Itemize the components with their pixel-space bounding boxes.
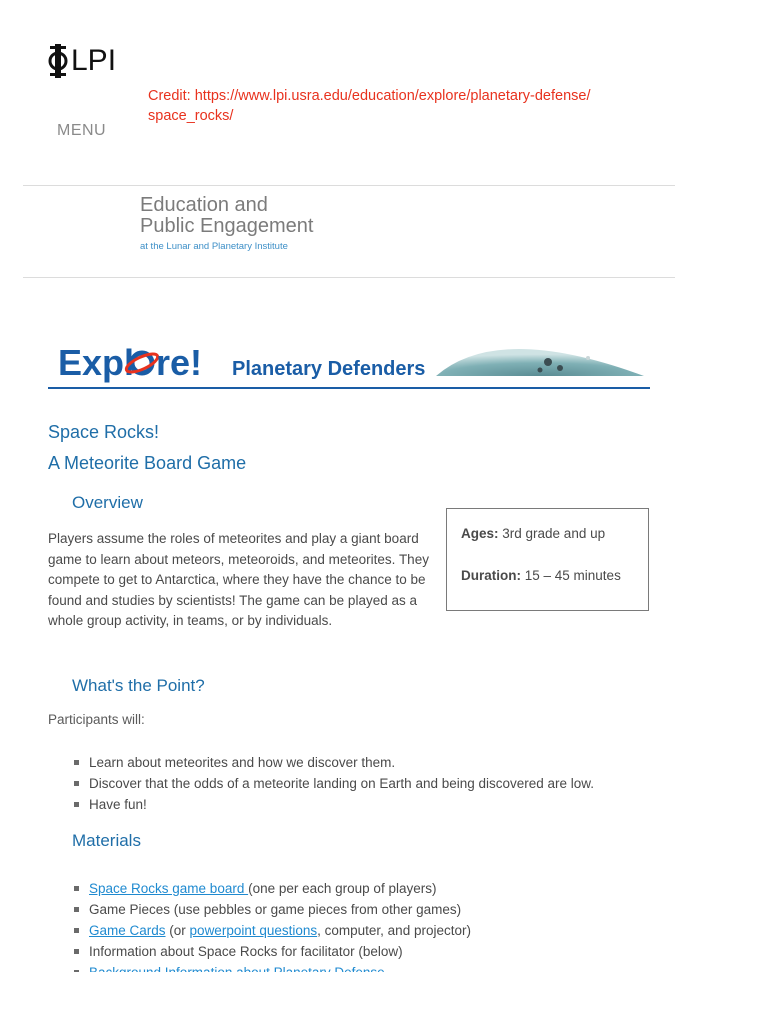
list-item-text: (or <box>165 923 190 938</box>
epe-title-line-1: Education and <box>140 194 268 216</box>
divider-top <box>23 185 675 186</box>
overview-heading: Overview <box>72 493 143 512</box>
explore-logo-text-1: Expl <box>58 342 135 383</box>
overview-text: Players assume the roles of meteorites and play a giant board game to learn about meteors, meteoroids, and meteorites. They compete to get to Antarctica, where they have the chance to be found and studies by scientists! The game can be played as a whole group activity, in teams, or by individuals. <box>48 531 429 628</box>
list-item: Have fun! <box>74 794 594 815</box>
duration-label: Duration: <box>461 568 521 583</box>
game-cards-link[interactable]: Game Cards <box>89 923 166 938</box>
lpi-logo-icon <box>47 43 69 79</box>
epe-subtitle: at the Lunar and Planetary Institute <box>140 241 288 252</box>
explore-logo-text-2: re! <box>156 342 203 383</box>
point-heading: What's the Point? <box>72 676 205 695</box>
participants-text: Participants will: <box>48 712 145 727</box>
credit-line-1: Credit: https://www.lpi.usra.edu/education/explore/planetary-defense/ <box>148 88 591 104</box>
epe-title-line-2: Public Engagement <box>140 215 314 237</box>
list-item: Discover that the odds of a meteorite landing on Earth and being discovered are low. <box>74 773 594 794</box>
page-title: Space Rocks! <box>48 422 160 442</box>
info-box <box>446 508 649 611</box>
list-item: Information about Space Rocks for facilitator (below) <box>74 941 471 962</box>
divider-bottom <box>23 277 675 278</box>
menu-button[interactable]: MENU <box>57 122 107 139</box>
credit-line-2: space_rocks/ <box>148 108 234 124</box>
explore-banner <box>48 328 650 390</box>
materials-list <box>74 878 471 983</box>
game-board-link[interactable]: Space Rocks game board <box>89 881 249 896</box>
banner-subtitle: Planetary Defenders <box>232 358 426 380</box>
explore-banner-graphic <box>48 328 650 390</box>
duration-value: 15 – 45 minutes <box>521 568 621 583</box>
list-item-text: , computer, and projector) <box>317 923 471 938</box>
ages-label: Ages: <box>461 526 499 541</box>
page-cutoff <box>0 972 770 1024</box>
epe-title[interactable] <box>140 195 313 237</box>
list-item <box>74 878 471 899</box>
list-item <box>74 920 471 941</box>
list-item-text: (one per each group of players) <box>248 881 437 896</box>
list-item: Game Pieces (use pebbles or game pieces from other games) <box>74 899 471 920</box>
duration-line <box>461 568 621 583</box>
materials-heading: Materials <box>72 831 141 850</box>
point-list <box>74 752 594 815</box>
page-subtitle: A Meteorite Board Game <box>48 453 247 473</box>
powerpoint-link[interactable]: powerpoint questions <box>189 923 318 938</box>
credit-text <box>148 86 668 126</box>
ages-value: 3rd grade and up <box>498 526 606 541</box>
list-item: Learn about meteorites and how we discover them. <box>74 752 594 773</box>
logo-text: LPI <box>71 44 117 77</box>
ages-line <box>461 526 605 541</box>
lpi-logo[interactable] <box>47 43 116 79</box>
